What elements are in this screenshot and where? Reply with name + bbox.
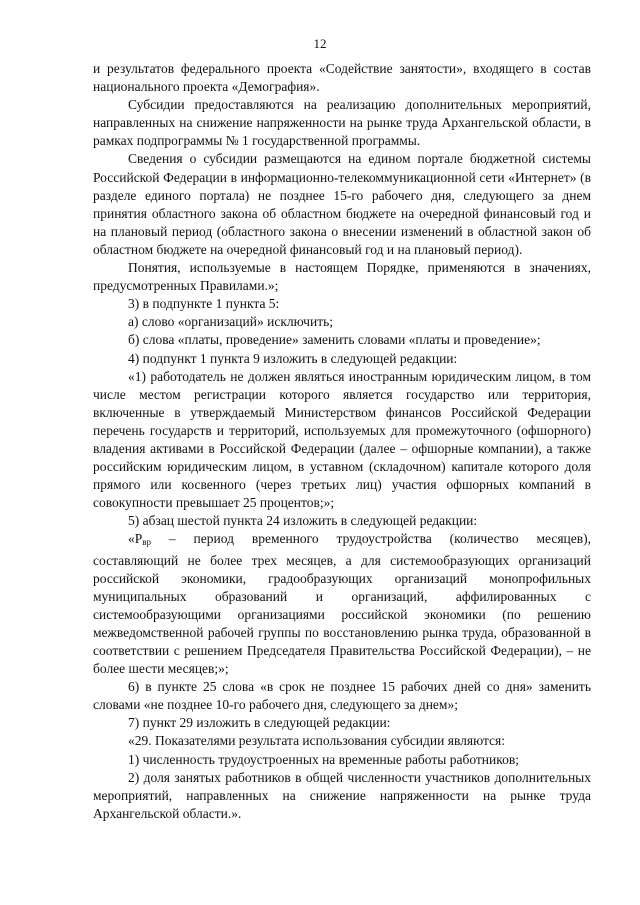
paragraph: 4) подпункт 1 пункта 9 изложить в следующей редакции: — [128, 350, 458, 366]
formula-symbol: «Р — [128, 531, 143, 547]
paragraph: Понятия, используемые в настоящем Порядке, применяются в значениях, предусмотренных Правилами.»; — [93, 260, 591, 294]
formula-subscript: вр — [142, 537, 152, 548]
paragraph: и результатов федерального проекта «Содействие занятости», входящего в состав национального проекта «Демография». — [93, 61, 591, 95]
paragraph: «1) работодатель не должен являться иностранным юридическим лицом, в том числе местом регистрации которого является государство или территория, включенные в утверждаемый Министерством финансов Российской Федерации перечень государств и территорий, используемых для промежуточного (офшорного) владения активами в Российской Федерации (далее – офшорные компании), а также российским юридическим лицом, в уставном (складочном) капитале которого доля прямого или косвенного (через третьих лиц) участия офшорных компаний в совокупности превышает 25 процентов;»; — [93, 368, 591, 511]
paragraph: 5) абзац шестой пункта 24 изложить в следующей редакции: — [128, 513, 478, 529]
paragraph: «29. Показателями результата использования субсидии являются: — [128, 733, 506, 749]
paragraph: 2) доля занятых работников в общей численности участников дополнительных мероприятий, направленных на снижение напряженности на рынке труда Архангельской области.». — [93, 769, 591, 821]
paragraph-formula — [93, 530, 591, 678]
page-number: 12 — [313, 36, 327, 51]
document-body — [93, 60, 591, 823]
paragraph: 6) в пункте 25 слова «в срок не позднее 15 рабочих дней со дня» заменить словами «не позднее 10-го рабочего дня, следующего за днем»; — [93, 679, 591, 713]
paragraph: 1) численность трудоустроенных на временные работы работников; — [128, 751, 519, 767]
paragraph: Субсидии предоставляются на реализацию дополнительных мероприятий, направленных на снижение напряженности на рынке труда Архангельской области, в рамках подпрограммы № 1 государственной программы. — [93, 97, 591, 149]
paragraph: б) слова «платы, проведение» заменить словами «платы и проведение»; — [128, 332, 541, 348]
paragraph: Сведения о субсидии размещаются на едином портале бюджетной системы Российской Федерации в информационно-телекоммуникационной сети «Интернет» (в разделе единого портала) не позднее 15-го рабочего дня, следующего за днем принятия областного закона об областном бюджете на очередной финансовый год и на плановый период (областного закона о внесении изменений в областной закон об областном бюджете на очередной финансовый год и на плановый период). — [93, 151, 591, 257]
paragraph: 3) в подпункте 1 пункта 5: — [128, 296, 280, 312]
paragraph: а) слово «организаций» исключить; — [128, 314, 334, 330]
formula-description: – период временного трудоустройства (количество месяцев), составляющий не более трех месяцев, а для системообразующих организаций российской экономики, градообразующих организаций монопрофильных муниципальных образований и организаций, аффилированных с системообразующими организациями российской экономики (по решению межведомственной рабочей группы по восстановлению рынка труда, образованной в соответствии с решением Председателя Правительства Российской Федерации), – не более шести месяцев;»; — [93, 531, 591, 677]
paragraph: 7) пункт 29 изложить в следующей редакции: — [128, 715, 391, 731]
